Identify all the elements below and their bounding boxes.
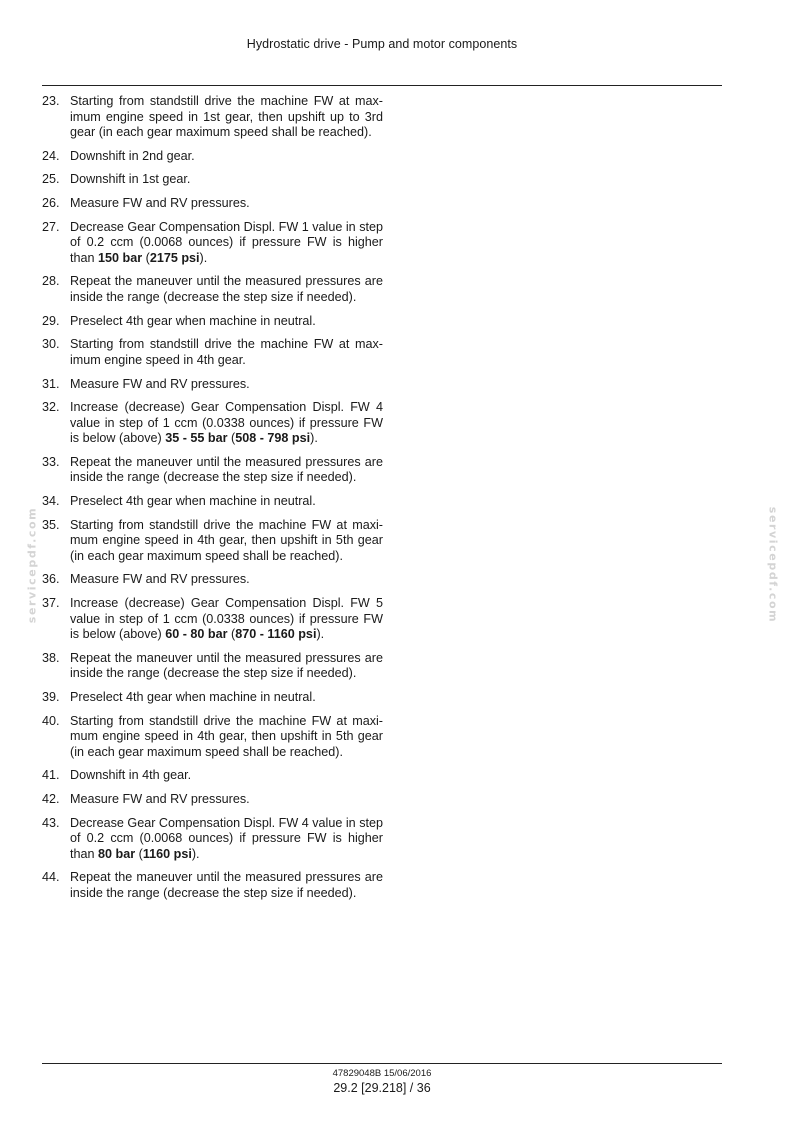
step-text-segment: Increase (decrease) Gear Compensation Displ. FW 4 value in step of 1 ccm (0.0338 ounces) if pressure FW is below (above) <box>70 400 383 446</box>
step-text <box>70 792 383 808</box>
step-text-segment: ). <box>310 431 318 446</box>
step-text <box>70 572 383 588</box>
procedure-step <box>42 149 383 165</box>
procedure-step <box>42 337 383 368</box>
step-number: 35. <box>42 517 60 532</box>
step-text-segment: ). <box>316 627 325 642</box>
step-text <box>70 314 383 330</box>
procedure-step <box>42 690 383 706</box>
step-value-emphasis: 2175 psi <box>149 250 200 265</box>
procedure-step <box>42 220 383 267</box>
step-text-segment: Repeat the maneuver until the measured pressures are inside the range (decrease the step size if needed). <box>70 870 383 900</box>
step-number: 40. <box>42 713 60 728</box>
step-number: 24. <box>42 148 60 163</box>
step-text-segment: Repeat the maneuver until the measured pressures are inside the range (decrease the step size if needed). <box>70 650 383 681</box>
procedure-step <box>42 274 383 305</box>
step-text <box>70 714 383 761</box>
step-number: 43. <box>42 815 60 830</box>
step-text-segment: ( <box>227 627 236 642</box>
procedure-steps-list <box>42 94 383 910</box>
step-text-segment: Measure FW and RV pressures. <box>70 376 250 391</box>
procedure-step <box>42 400 383 447</box>
step-number: 39. <box>42 690 60 704</box>
step-number: 44. <box>42 870 60 885</box>
step-text-segment: Decrease Gear Compensation Displ. FW 4 value in step of 0.2 ccm (0.0068 ounces) if pressure FW is higher than <box>70 815 383 861</box>
procedure-step <box>42 870 383 901</box>
step-text-segment: Measure FW and RV pressures. <box>70 572 250 587</box>
step-text-segment: Preselect 4th gear when machine in neutral. <box>70 690 316 704</box>
footer-page-reference: 29.2 [29.218] / 36 <box>333 1081 431 1095</box>
procedure-step <box>42 455 383 486</box>
step-number: 42. <box>42 792 60 807</box>
step-text-segment: Downshift in 2nd gear. <box>70 148 195 163</box>
step-text <box>70 494 383 510</box>
step-text-segment: ). <box>191 846 200 861</box>
step-text-segment: Repeat the maneuver until the measured pressures are inside the range (decrease the step size if needed). <box>70 454 383 485</box>
step-number: 29. <box>42 313 60 328</box>
step-text <box>70 816 383 863</box>
step-text <box>70 768 383 784</box>
step-text <box>70 149 383 165</box>
page-header-title: Hydrostatic drive - Pump and motor components <box>246 37 518 51</box>
step-value-emphasis: 150 bar <box>98 250 143 265</box>
step-value-emphasis: 80 bar <box>98 846 136 861</box>
step-text-segment: Increase (decrease) Gear Compensation Displ. FW 5 value in step of 1 ccm (0.0338 ounces) if pressure FW is below (above) <box>70 596 383 642</box>
step-text <box>70 651 383 682</box>
step-text-segment: ( <box>142 250 150 265</box>
procedure-step <box>42 494 383 510</box>
procedure-step <box>42 792 383 808</box>
step-text <box>70 455 383 486</box>
step-text <box>70 196 383 212</box>
step-number: 36. <box>42 572 60 587</box>
step-number: 37. <box>42 596 60 611</box>
step-number: 23. <box>42 94 60 108</box>
step-number: 33. <box>42 454 60 469</box>
step-text-segment: Starting from standstill drive the machine FW at maximum engine speed in 1st gear, then upshift up to 3rd gear (in each gear maximum speed shall be reached). <box>70 94 383 139</box>
step-text-segment: Measure FW and RV pressures. <box>70 196 250 211</box>
footer-document-code: 47829048B 15/06/2016 <box>332 1068 432 1079</box>
step-number: 34. <box>42 494 60 509</box>
step-text-segment: Repeat the maneuver until the measured pressures are inside the range (decrease the step size if needed). <box>70 274 383 304</box>
step-text-segment: Starting from standstill drive the machine FW at maximum engine speed in 4th gear, then upshift in 5th gear (in each gear maximum speed shall be reached). <box>70 517 383 563</box>
step-text-segment: Starting from standstill drive the machine FW at maximum engine speed in 4th gear. <box>70 337 383 367</box>
step-text <box>70 337 383 368</box>
step-text <box>70 172 383 188</box>
step-text <box>70 220 383 267</box>
procedure-step <box>42 572 383 588</box>
step-number: 28. <box>42 274 60 289</box>
step-text <box>70 596 383 643</box>
procedure-step <box>42 196 383 212</box>
step-value-emphasis: 35 - 55 bar <box>165 431 228 446</box>
step-text-segment: Downshift in 4th gear. <box>70 768 192 783</box>
procedure-step <box>42 377 383 393</box>
step-number: 38. <box>42 650 60 665</box>
watermark-right: servicepdf.com <box>766 506 780 624</box>
procedure-step <box>42 596 383 643</box>
procedure-step <box>42 94 383 141</box>
step-text <box>70 690 383 706</box>
step-text-segment: Preselect 4th gear when machine in neutral. <box>70 313 316 328</box>
step-text-segment: Starting from standstill drive the machine FW at maximum engine speed in 4th gear, then upshift in 5th gear (in each gear maximum speed shall be reached). <box>70 713 383 759</box>
step-value-emphasis: 870 - 1160 psi <box>235 627 317 642</box>
procedure-step <box>42 651 383 682</box>
step-text-segment: Downshift in 1st gear. <box>70 172 191 187</box>
step-text <box>70 274 383 305</box>
procedure-step <box>42 768 383 784</box>
step-text-segment: ( <box>135 846 143 861</box>
step-number: 27. <box>42 219 60 234</box>
step-value-emphasis: 508 - 798 psi <box>235 431 311 446</box>
header-divider <box>42 85 722 86</box>
watermark-left: servicepdf.com <box>25 506 39 624</box>
step-value-emphasis: 1160 psi <box>142 846 192 861</box>
step-value-emphasis: 60 - 80 bar <box>165 627 228 642</box>
procedure-step <box>42 714 383 761</box>
step-text-segment: ( <box>227 431 236 446</box>
step-text <box>70 377 383 393</box>
step-number: 26. <box>42 196 60 211</box>
step-text-segment: ). <box>199 250 208 265</box>
procedure-step <box>42 314 383 330</box>
step-text <box>70 870 383 901</box>
step-text-segment: Preselect 4th gear when machine in neutral. <box>70 494 316 509</box>
step-number: 41. <box>42 768 60 783</box>
step-text-segment: Measure FW and RV pressures. <box>70 792 250 807</box>
step-number: 30. <box>42 337 60 352</box>
footer-divider <box>42 1063 722 1064</box>
step-text <box>70 400 383 447</box>
procedure-step <box>42 518 383 565</box>
step-text <box>70 94 383 141</box>
step-number: 32. <box>42 400 60 415</box>
step-text <box>70 518 383 565</box>
step-number: 31. <box>42 376 60 391</box>
procedure-step <box>42 172 383 188</box>
step-number: 25. <box>42 172 60 187</box>
step-text-segment: Decrease Gear Compensation Displ. FW 1 value in step of 0.2 ccm (0.0068 ounces) if pressure FW is higher than <box>70 219 383 265</box>
procedure-step <box>42 816 383 863</box>
